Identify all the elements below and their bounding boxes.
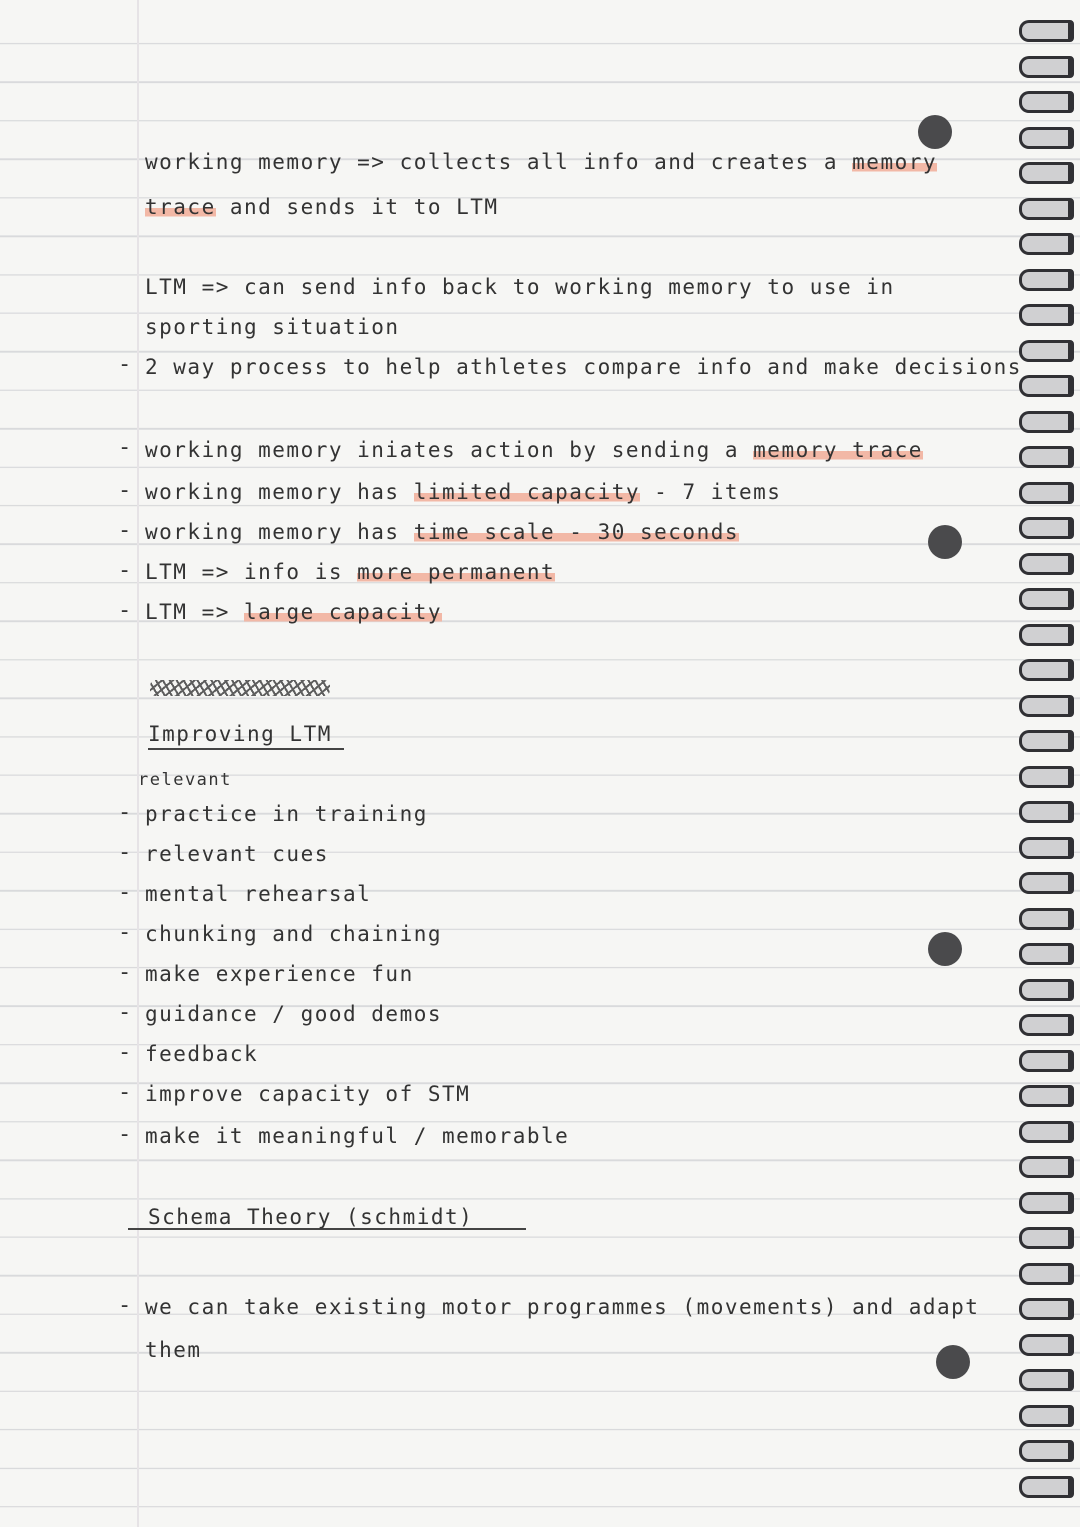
note-text: LTM =>: [145, 600, 245, 624]
spiral-coil: [1019, 1121, 1074, 1143]
spiral-coil: [1019, 517, 1074, 539]
spiral-coil: [1019, 872, 1074, 894]
spiral-coil: [1019, 1192, 1074, 1214]
note-text: working memory has: [145, 520, 414, 544]
bullet-dash: -: [118, 1122, 132, 1147]
bullet-dash: -: [118, 840, 132, 865]
bullet-dash: -: [118, 1080, 132, 1105]
spiral-coil: [1019, 1405, 1074, 1427]
bullet-dash: -: [118, 1000, 132, 1025]
spiral-coil: [1019, 446, 1074, 468]
note-text: working memory => collects all info and creates a: [145, 150, 853, 174]
highlighted-text: memory: [852, 150, 938, 174]
bullet-dash: -: [118, 558, 132, 583]
bullet-dash: -: [118, 1040, 132, 1065]
spiral-coil: [1019, 162, 1074, 184]
highlighted-text: limited capacity: [413, 480, 641, 504]
list-item: chunking and chaining: [145, 922, 443, 946]
section-heading: [148, 722, 344, 746]
note-line: [145, 520, 739, 544]
spiral-coil: [1019, 1227, 1074, 1249]
spiral-coil: [1019, 1156, 1074, 1178]
spiral-coil: [1019, 624, 1074, 646]
list-item: guidance / good demos: [145, 1002, 443, 1026]
highlighted-text: trace: [145, 195, 216, 219]
list-item: practice in training: [145, 802, 428, 826]
spiral-coil: [1019, 304, 1074, 326]
note-line: [145, 438, 923, 462]
list-item: make experience fun: [145, 962, 414, 986]
list-item: mental rehearsal: [145, 882, 372, 906]
note-line: LTM => can send info back to working memory to use in: [145, 275, 895, 299]
highlighted-text: large capacity: [244, 600, 443, 624]
note-line: we can take existing motor programmes (movements) and adapt: [145, 1295, 980, 1319]
bullet-dash: -: [118, 1293, 132, 1318]
note-line: them: [145, 1338, 202, 1362]
note-text: working memory has: [145, 480, 414, 504]
bullet-dash: -: [118, 800, 132, 825]
spiral-coil: [1019, 56, 1074, 78]
spiral-coil: [1019, 943, 1074, 965]
list-item: relevant cues: [145, 842, 329, 866]
spiral-coil: [1019, 1298, 1074, 1320]
spiral-coil: [1019, 20, 1074, 42]
spiral-coil: [1019, 233, 1074, 255]
note-text: - 7 items: [640, 480, 782, 504]
punch-hole: [928, 525, 962, 559]
bullet-dash: -: [118, 478, 132, 503]
punch-hole: [918, 115, 952, 149]
highlighted-text: more permanent: [357, 560, 556, 584]
bullet-dash: -: [118, 518, 132, 543]
note-text: and sends it to LTM: [215, 195, 499, 219]
spiral-coil: [1019, 553, 1074, 575]
note-line: [145, 600, 442, 624]
spiral-coil: [1019, 837, 1074, 859]
spiral-coil: [1019, 1440, 1074, 1462]
spiral-coil: [1019, 801, 1074, 823]
highlighted-text: memory trace: [753, 438, 923, 462]
punch-hole: [928, 932, 962, 966]
margin-line: [137, 0, 139, 1527]
spiral-coil: [1019, 91, 1074, 113]
section-heading: Schema Theory (schmidt): [148, 1205, 474, 1229]
spiral-coil: [1019, 1085, 1074, 1107]
highlighted-text: time scale - 30 seconds: [413, 520, 740, 544]
note-line: [145, 195, 499, 219]
spiral-coil: [1019, 1050, 1074, 1072]
spiral-coil: [1019, 411, 1074, 433]
bullet-dash: -: [118, 920, 132, 945]
bullet-dash: -: [118, 435, 132, 460]
spiral-coil: [1019, 1334, 1074, 1356]
list-item: improve capacity of STM: [145, 1082, 471, 1106]
heading-text: Improving LTM: [148, 722, 344, 750]
spiral-coil: [1019, 659, 1074, 681]
spiral-coil: [1019, 979, 1074, 1001]
spiral-coil: [1019, 766, 1074, 788]
note-line: sporting situation: [145, 315, 400, 339]
bullet-dash: -: [118, 960, 132, 985]
note-line: [145, 560, 555, 584]
list-item: make it meaningful / memorable: [145, 1124, 570, 1148]
list-item: feedback: [145, 1042, 259, 1066]
note-text: working memory iniates action by sending a: [145, 438, 754, 462]
note-text: LTM => info is: [145, 560, 358, 584]
note-line: [145, 150, 937, 174]
spiral-coil: [1019, 695, 1074, 717]
punch-hole: [936, 1345, 970, 1379]
spiral-coil: [1019, 127, 1074, 149]
spiral-coil: [1019, 198, 1074, 220]
spiral-binding: [1020, 0, 1080, 1527]
spiral-coil: [1019, 588, 1074, 610]
spiral-coil: [1019, 340, 1074, 362]
spiral-coil: [1019, 1369, 1074, 1391]
spiral-coil: [1019, 1476, 1074, 1498]
bullet-dash: -: [118, 598, 132, 623]
spiral-coil: [1019, 482, 1074, 504]
bullet-dash: -: [118, 880, 132, 905]
margin-annotation: relevant: [138, 770, 232, 790]
scribbled-out-text: [150, 680, 330, 696]
bullet-dash: -: [118, 352, 132, 377]
spiral-coil: [1019, 1263, 1074, 1285]
spiral-coil: [1019, 375, 1074, 397]
note-line: [145, 480, 781, 504]
spiral-coil: [1019, 730, 1074, 752]
spiral-coil: [1019, 908, 1074, 930]
spiral-coil: [1019, 269, 1074, 291]
note-line: 2 way process to help athletes compare info and make decisions: [145, 355, 1022, 379]
spiral-coil: [1019, 1014, 1074, 1036]
